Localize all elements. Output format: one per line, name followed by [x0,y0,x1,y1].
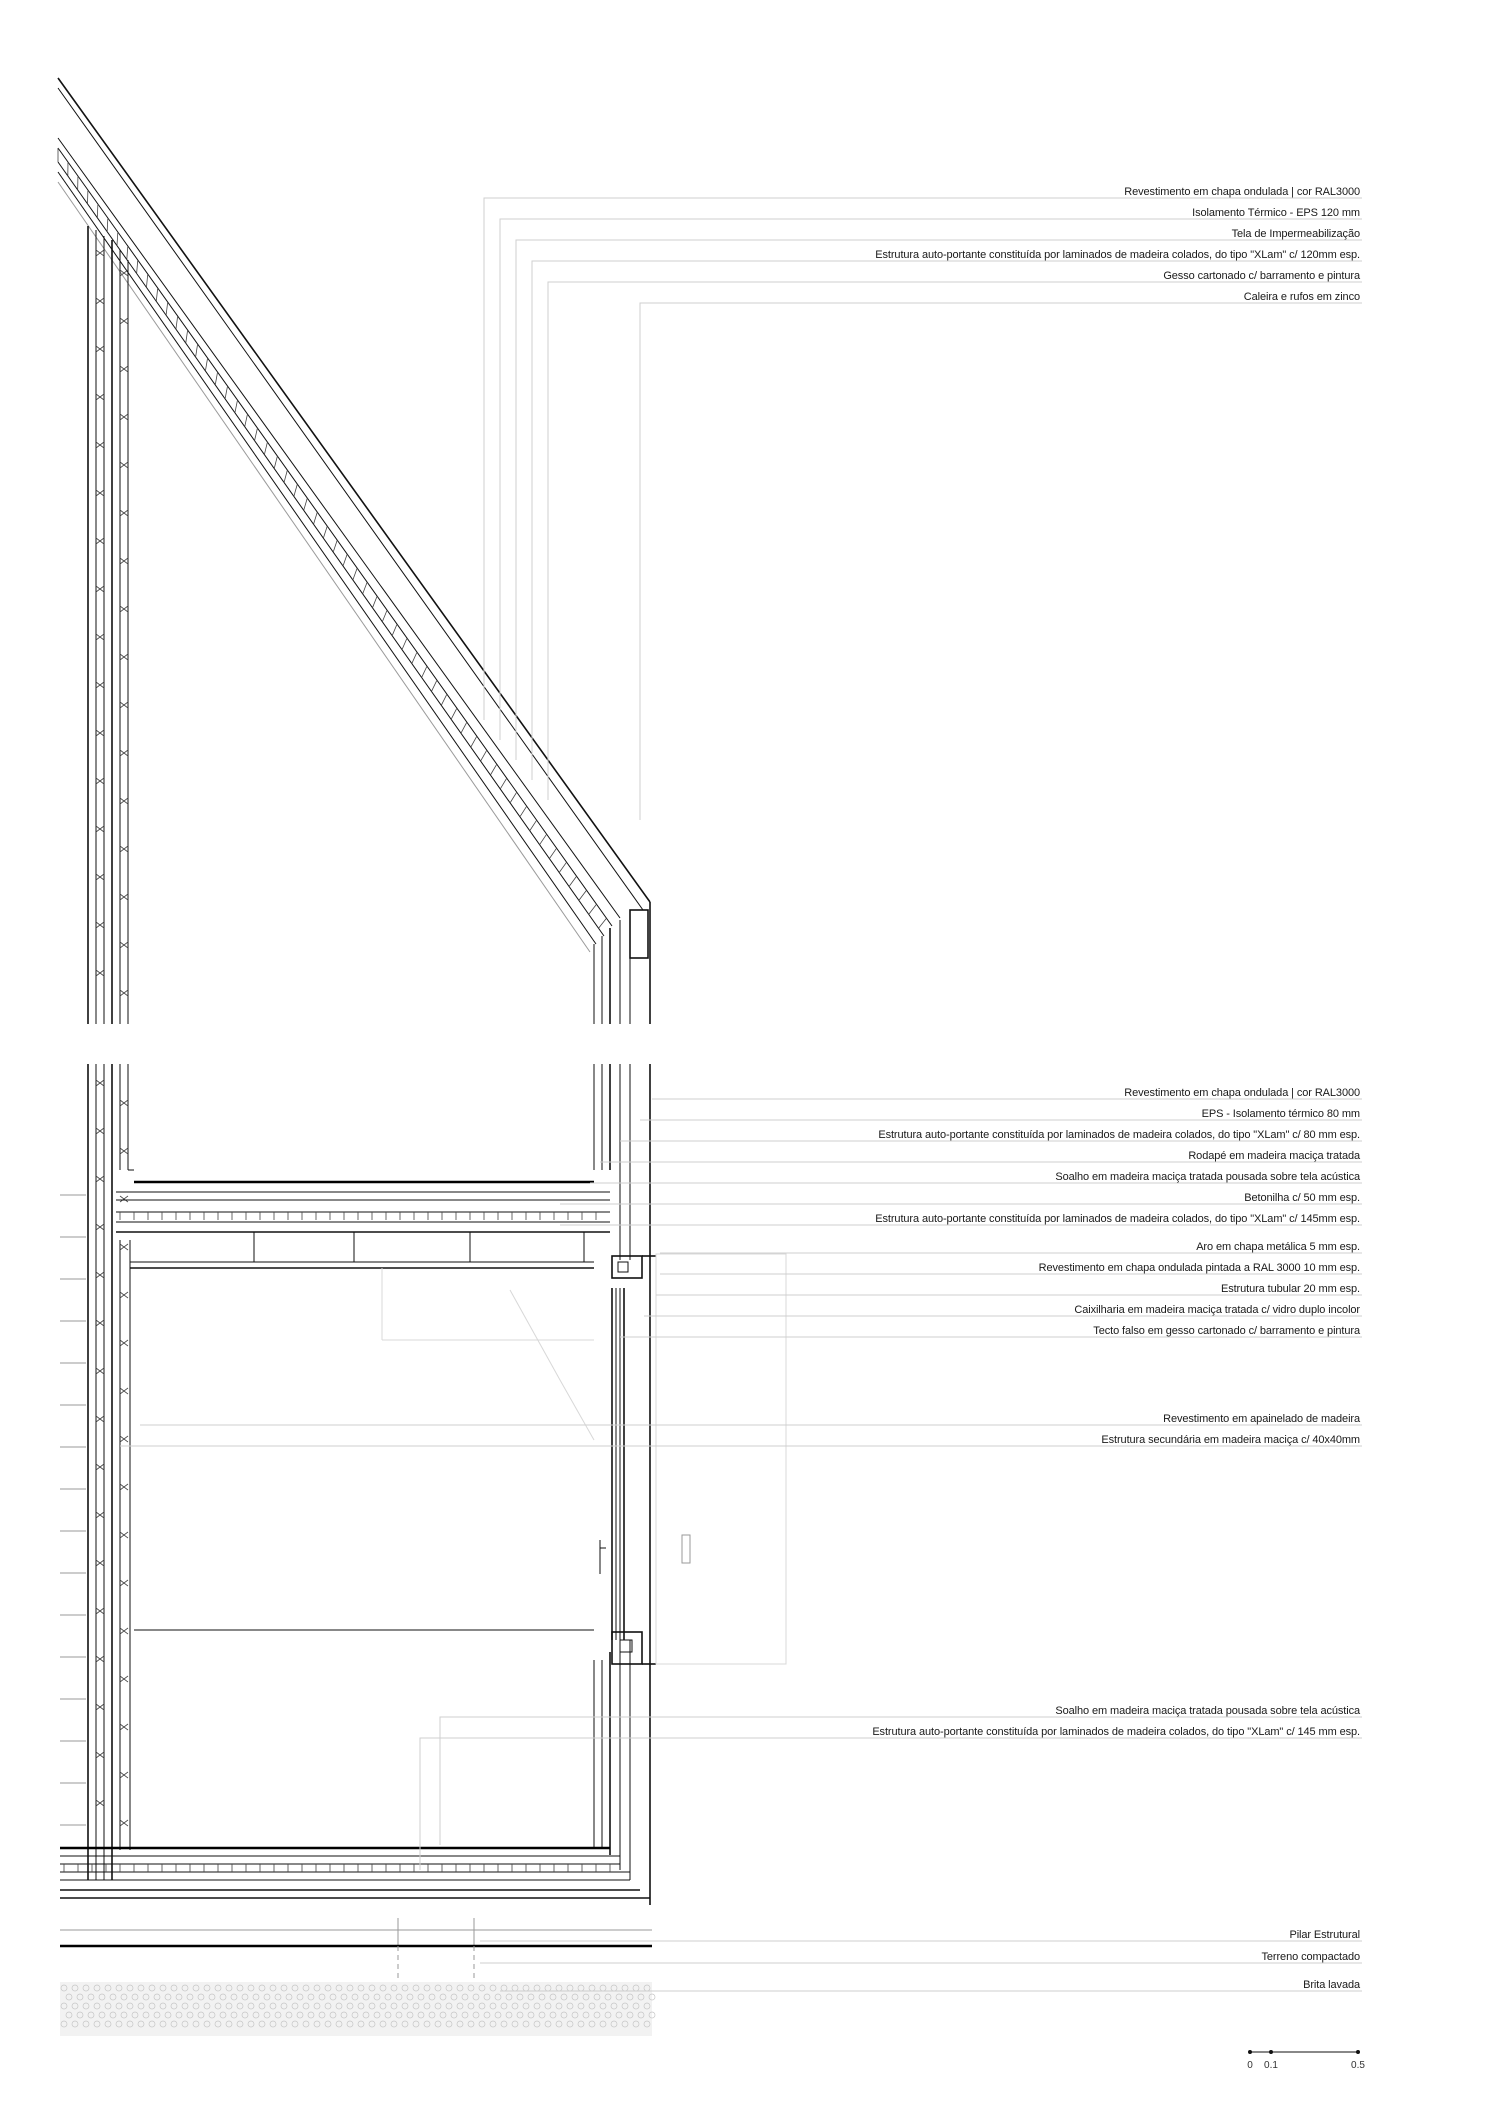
intermediate-floor [116,1182,610,1268]
annotation-label: Tecto falso em gesso cartonado c/ barramento e pintura [1093,1325,1360,1337]
foundation [60,1918,655,2036]
right-wall-lower [594,1064,650,1905]
room-interior [134,1268,594,1630]
annotation-label: Estrutura auto-portante constituída por laminados de madeira colados, do tipo "XLam" c/ 80 mm esp. [878,1129,1360,1141]
scale-label-0-5: 0.5 [1351,2060,1365,2071]
annotation-label: Tela de Impermeabilização [1231,228,1360,240]
annotation-label: EPS - Isolamento térmico 80 mm [1201,1108,1360,1120]
intermediate-floor-hatch [120,1212,596,1220]
annotations-floor [872,1705,1361,1738]
annotation-label: Estrutura secundária em madeira maciça c/ 40x40mm [1101,1434,1360,1446]
right-wall-upper [594,902,650,1024]
annotation-label: Estrutura auto-portante constituída por laminados de madeira colados, do tipo "XLam" c/ 120mm esp. [875,249,1360,261]
annotation-label: Gesso cartonado c/ barramento e pintura [1163,270,1360,282]
annotation-label: Estrutura auto-portante constituída por laminados de madeira colados, do tipo "XLam" c/ 145 mm esp. [872,1726,1360,1738]
annotation-label: Rodapé em madeira maciça tratada [1188,1150,1360,1162]
annotation-label: Aro em chapa metálica 5 mm esp. [1196,1241,1360,1253]
annotations-wall [875,1087,1361,1337]
left-wall-lower [88,1064,134,1880]
annotation-label: Pilar Estrutural [1289,1929,1360,1941]
annotation-label: Soalho em madeira maciça tratada pousada sobre tela acústica [1055,1705,1360,1717]
annotation-label: Revestimento em chapa ondulada | cor RAL3000 [1124,186,1360,198]
ground-floor-hatch [64,1864,610,1872]
annotation-label: Betonilha c/ 50 mm esp. [1244,1192,1360,1204]
annotation-label: Soalho em madeira maciça tratada pousada sobre tela acústica [1055,1171,1360,1183]
annotation-label: Revestimento em chapa ondulada pintada a RAL 3000 10 mm esp. [1038,1262,1360,1274]
roof-section [58,78,650,958]
annotation-label: Revestimento em chapa ondulada | cor RAL3000 [1124,1087,1360,1099]
roof-layer-hatch [58,148,606,928]
annotation-label: Terreno compactado [1261,1951,1360,1963]
annotation-label: Brita lavada [1303,1979,1360,1991]
exterior-cladding-marks [60,1195,86,1825]
annotation-label: Caixilharia em madeira maciça tratada c/ vidro duplo incolor [1074,1304,1360,1316]
scale-label-0-1: 0.1 [1264,2060,1278,2071]
annotation-label: Estrutura auto-portante constituída por laminados de madeira colados, do tipo "XLam" c/ 145mm esp. [875,1213,1360,1225]
ground-floor-slab [60,1848,650,1898]
annotation-label: Estrutura tubular 20 mm esp. [1220,1283,1360,1295]
scale-bar [1247,2050,1365,2071]
annotations-roof [875,186,1361,303]
annotations-ground [1262,1929,1361,1991]
scale-label-0: 0 [1247,2060,1253,2071]
annotation-label: Revestimento em apainelado de madeira [1163,1413,1360,1425]
annotation-label: Isolamento Térmico - EPS 120 mm [1192,207,1360,219]
annotation-label: Caleira e rufos em zinco [1243,291,1360,303]
annotations-lining [1101,1413,1361,1446]
left-wall-upper [88,226,128,1024]
